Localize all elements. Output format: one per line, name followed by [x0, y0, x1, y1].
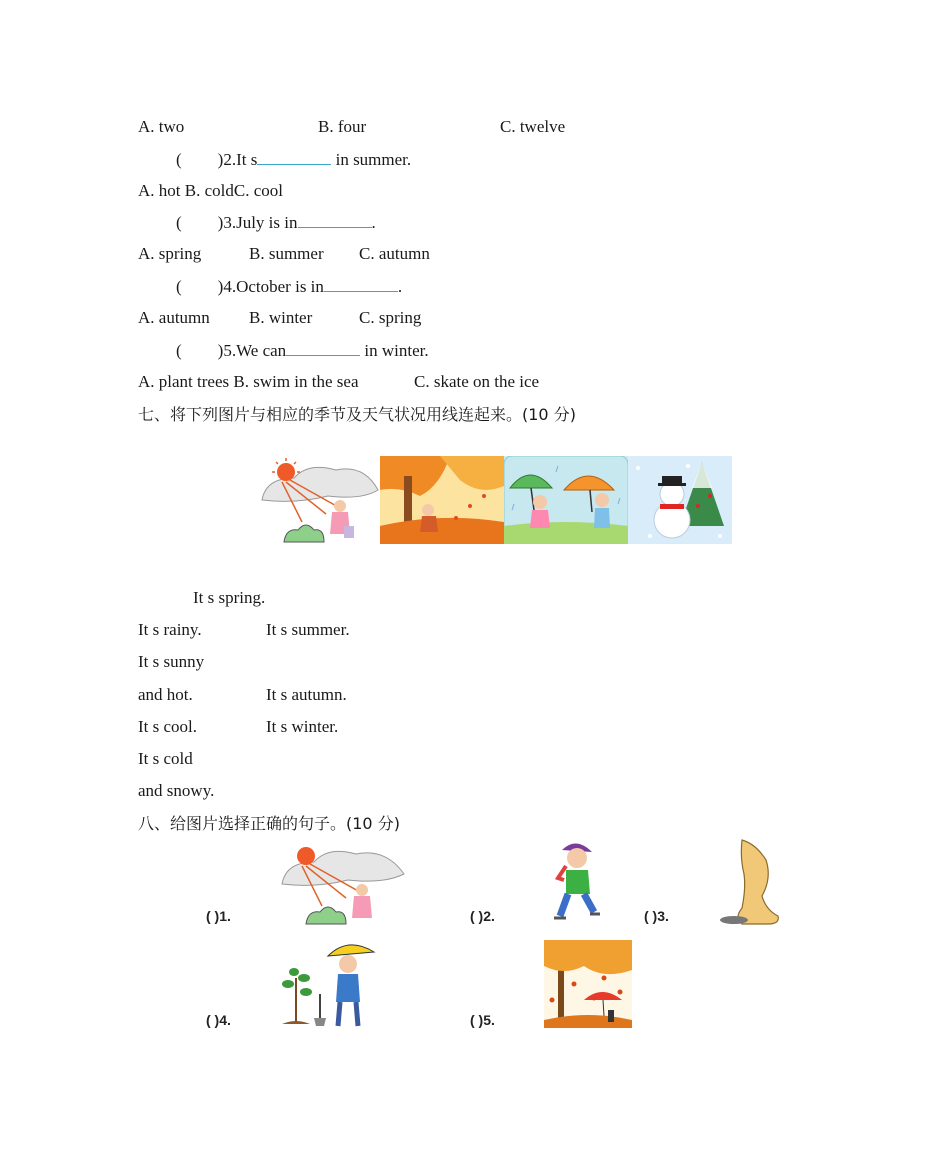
fill-blank[interactable] — [257, 148, 331, 165]
sentence-cold-line1: It s cold — [138, 749, 193, 768]
sentence-rainy: It s rainy. — [138, 620, 202, 639]
question-2: ( )2.It s in summer. — [176, 150, 412, 169]
answer-paren-open: ( — [176, 150, 182, 169]
question-4-option-a: A. autumn — [138, 308, 210, 327]
sentence-sunny-line2: and hot. — [138, 685, 193, 704]
sentence-sunny-line1: It s sunny — [138, 652, 205, 671]
q1-option-c: C. twelve — [500, 117, 566, 136]
fill-blank[interactable] — [286, 339, 360, 356]
question-5: ( )5.We can in winter. — [176, 341, 429, 360]
skating-boy-picture — [546, 838, 602, 926]
fill-blank[interactable] — [324, 275, 398, 292]
sentence-spring: It s spring. — [193, 588, 266, 607]
sunny-hot-picture — [256, 456, 380, 544]
question-3-option-c: C. autumn — [359, 244, 430, 263]
sunny-picture-1 — [276, 840, 406, 926]
question-4-option-b: B. winter — [249, 308, 313, 327]
q1-option-b: B. four — [318, 117, 367, 136]
picture-1-answer-label[interactable]: ( )1. — [206, 908, 231, 924]
question-3-option-a: A. spring — [138, 244, 202, 263]
sentence-cold-line2: and snowy. — [138, 781, 215, 800]
question-3-option-b: B. summer — [249, 244, 324, 263]
picture-3-answer-label[interactable]: ( )3. — [644, 908, 669, 924]
section-7-title: 七、将下列图片与相应的季节及天气状况用线连起来。(10 分) — [138, 405, 576, 424]
picture-4-answer-label[interactable]: ( )4. — [206, 1012, 231, 1028]
question-5-option-ab: A. plant trees B. swim in the sea — [138, 372, 359, 391]
sentence-cool: It s cool. — [138, 717, 198, 736]
autumn-picture — [380, 456, 504, 544]
picture-5-answer-label[interactable]: ( )5. — [470, 1012, 495, 1028]
fill-blank[interactable] — [298, 211, 372, 228]
question-5-option-c: C. skate on the ice — [414, 372, 540, 391]
question-3: ( )3.July is in . — [176, 213, 376, 232]
question-4-option-c: C. spring — [359, 308, 422, 327]
sentence-autumn: It s autumn. — [266, 685, 347, 704]
planting-tree-picture — [278, 938, 382, 1028]
rainy-picture — [504, 456, 628, 544]
question-4: ( )4.October is in . — [176, 277, 403, 296]
q1-option-a: A. two — [138, 117, 185, 136]
picture-2-answer-label[interactable]: ( )2. — [470, 908, 495, 924]
question-2-options: A. hot B. coldC. cool — [138, 181, 283, 200]
sentence-winter: It s winter. — [266, 717, 339, 736]
sentence-summer: It s summer. — [266, 620, 350, 639]
foot-picture — [712, 838, 782, 928]
section-8-title: 八、给图片选择正确的句子。(10 分) — [138, 814, 400, 833]
autumn-leaves-picture — [544, 940, 632, 1028]
winter-snowy-picture — [628, 456, 732, 544]
